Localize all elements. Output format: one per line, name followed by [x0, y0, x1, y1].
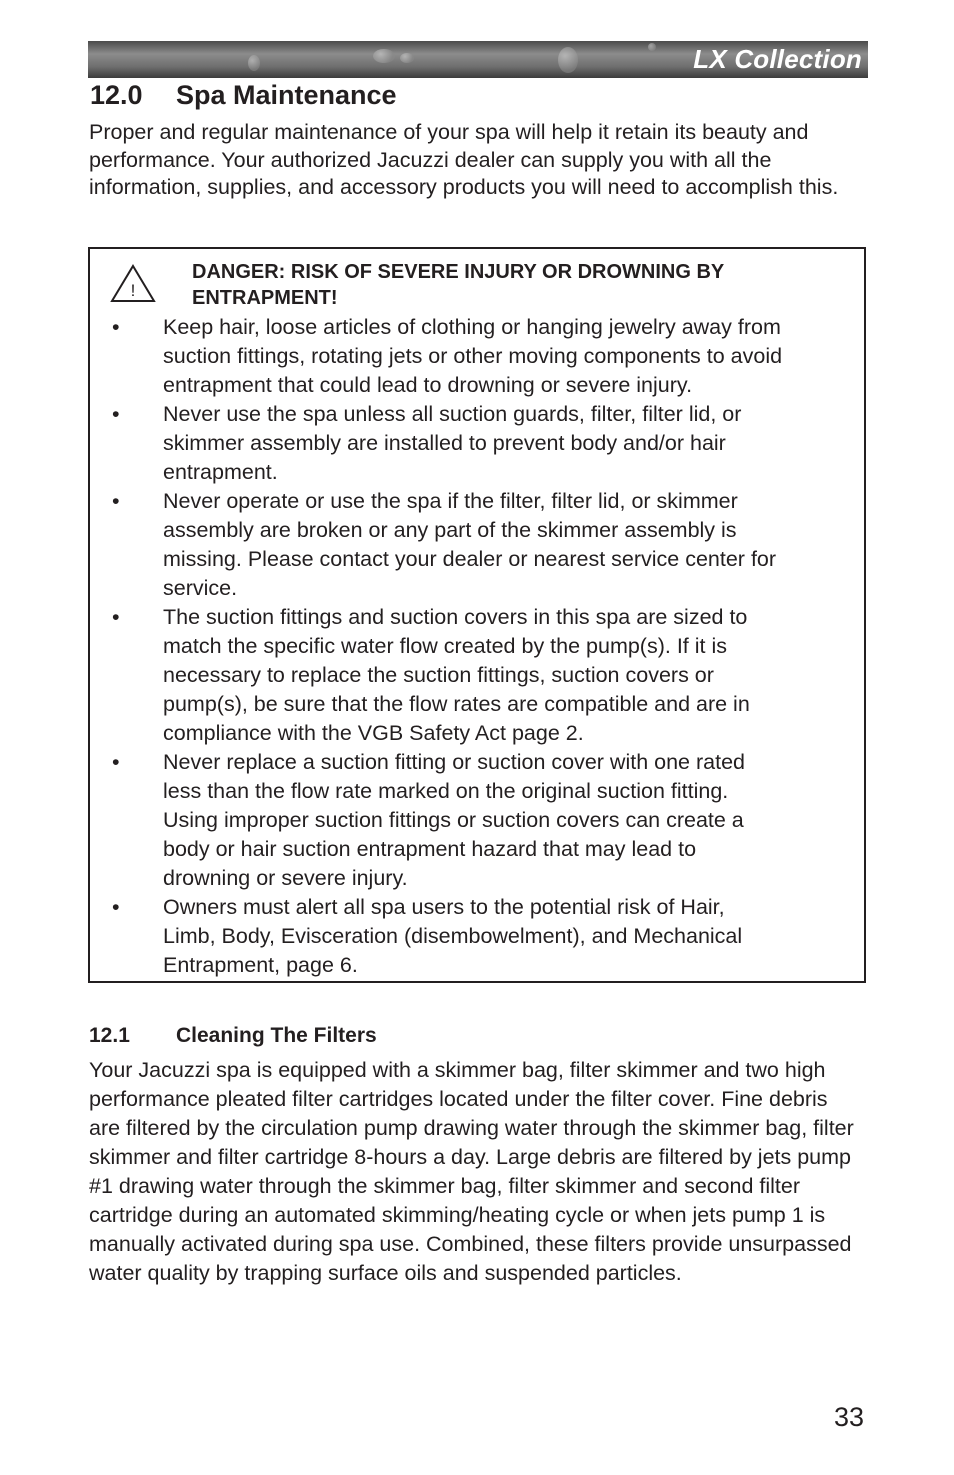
- water-bubble-decoration: [248, 55, 260, 71]
- intro-paragraph: Proper and regular maintenance of your spa will help it retain its beauty and performance. Your authorized Jacuzzi dealer can supply you with all the information, supplies, and accessory products you will need to accomplish this.: [89, 120, 839, 199]
- subsection-heading: [89, 1024, 377, 1048]
- filters-paragraph: Your Jacuzzi spa is equipped with a skimmer bag, filter skimmer and two high performance pleated filter cartridges located under the filter cover. Fine debris are filtered by the circulation pump drawing water through the skimmer bag, filter skimmer and filter cartridge 8-hours a day. Large debris are filtered by jets pump #1 drawing water through the skimmer bag, filter skimmer and second filter cartridge during an automated skimming/heating cycle or when jets pump 1 is manually activated during spa use. Combined, these filters provide unsurpassed water quality by trapping surface oils and suspended particles.: [89, 1058, 854, 1285]
- water-bubble-decoration: [558, 47, 578, 73]
- section-number: 12.0: [90, 80, 143, 110]
- list-item: [90, 313, 783, 400]
- list-item: [90, 748, 783, 893]
- list-item: [90, 400, 783, 487]
- bullet-text: The suction fittings and suction covers in this spa are sized to match the specific water flow created by the pump(s). If it is necessary to replace the suction fittings, suction covers or pump(s), be sure that the flow rates are compatible and are in compliance with the VGB Safety Act page 2.: [163, 605, 750, 745]
- list-item: [90, 487, 783, 603]
- water-bubble-decoration: [373, 49, 395, 63]
- list-item: [90, 893, 783, 980]
- danger-title: DANGER: RISK OF SEVERE INJURY OR DROWNING BY ENTRAPMENT!: [192, 261, 724, 309]
- bullet-glyph: •: [112, 605, 120, 629]
- bullet-text: Never operate or use the spa if the filter, filter lid, or skimmer assembly are broken or any part of the skimmer assembly is missing. Please contact your dealer or nearest service center for service.: [163, 489, 777, 600]
- bullet-glyph: •: [112, 750, 120, 774]
- bullet-text: Never replace a suction fitting or suction cover with one rated less than the flow rate marked on the original suction fitting. Using improper suction fittings or suction covers can create a body or hair suction entrapment hazard that may lead to drowning or severe injury.: [163, 750, 745, 890]
- bullet-text: Keep hair, loose articles of clothing or hanging jewelry away from suction fittings, rotating jets or other moving components to avoid entrapment that could lead to drowning or severe injury.: [163, 315, 783, 397]
- section-title: Spa Maintenance: [176, 80, 397, 110]
- header-banner: [88, 41, 868, 78]
- section-heading: [90, 80, 397, 111]
- subsection-number: 12.1: [89, 1024, 130, 1047]
- bullet-glyph: •: [112, 489, 120, 513]
- warning-triangle-icon: [110, 263, 156, 303]
- water-bubble-decoration: [400, 53, 414, 63]
- subsection-title: Cleaning The Filters: [176, 1024, 377, 1047]
- bullet-glyph: •: [112, 315, 120, 339]
- bullet-text: Owners must alert all spa users to the potential risk of Hair, Limb, Body, Evisceration (disembowelment), and Mechanical Entrapment, page 6.: [163, 895, 743, 977]
- water-bubble-decoration: [648, 43, 656, 51]
- page-number: 33: [834, 1402, 865, 1432]
- bullet-glyph: •: [112, 895, 120, 919]
- danger-bullet-list: [90, 313, 783, 980]
- bullet-text: Never use the spa unless all suction guards, filter, filter lid, or skimmer assembly are installed to prevent body and/or hair entrapment.: [163, 402, 742, 484]
- warning-glyph: !: [130, 281, 136, 300]
- danger-warning-box: [88, 247, 866, 983]
- bullet-glyph: •: [112, 402, 120, 426]
- collection-title: LX Collection: [693, 44, 862, 74]
- list-item: [90, 603, 783, 748]
